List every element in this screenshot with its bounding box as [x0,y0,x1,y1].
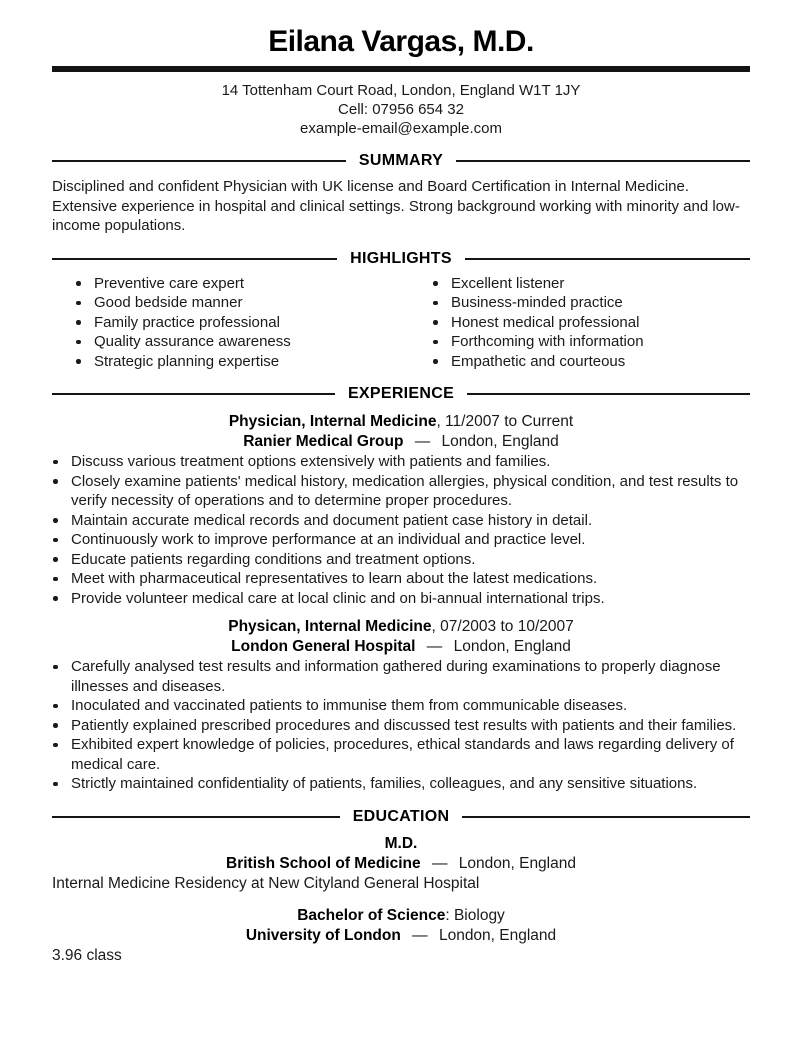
highlight-item: Preventive care expert [75,274,432,294]
education-degree-line [52,834,750,854]
highlight-item: Excellent listener [432,274,750,294]
contact-cell: Cell: 07956 654 32 [338,101,464,118]
dash-separator: — [412,926,428,944]
section-title-summary: SUMMARY [358,152,444,169]
contact-block [52,81,750,138]
job-bullet: Discuss various treatment options extensively with patients and families. [52,452,750,472]
job-bullet: Provide volunteer medical care at local clinic and on bi-annual international trips. [52,589,750,609]
section-header-summary [52,152,750,170]
header-double-rule [52,66,750,72]
contact-address: 14 Tottenham Court Road, London, England W1T 1JY [221,82,581,99]
job-bullet: Strictly maintained confidentiality of patients, families, colleagues, and any sensitive situations. [52,774,750,794]
job-title-line [52,412,750,432]
job-location: London, England [441,433,559,450]
job-bullet: Educate patients regarding conditions and treatment options. [52,550,750,570]
job-title: Physician, Internal Medicine [228,413,437,430]
job-bullet: Closely examine patients' medical history, medication allergies, physical condition, and test results to verify necessity of operations and to determine proper procedures. [52,472,750,511]
education-location: London, England [438,926,557,944]
section-rule-right [456,160,750,162]
job-company-line [52,637,750,657]
resume-page [0,25,800,966]
section-rule-right [465,258,750,260]
section-rule-left [52,816,340,818]
education-note: 3.96 class [52,946,122,964]
job-bullet: Patiently explained prescribed procedures and discussed test results with patients and their families. [52,716,750,736]
job-bullet: Meet with pharmaceutical representatives to learn about the latest medications. [52,569,750,589]
section-rule-left [52,160,346,162]
section-header-highlights [52,250,750,268]
job-location: London, England [453,638,571,655]
education-degree-line [52,906,750,926]
job-company: London General Hospital [231,638,416,655]
section-header-experience [52,385,750,403]
highlight-item: Business-minded practice [432,293,750,313]
education-degree-detail: : Biology [445,906,505,924]
contact-email: example-email@example.com [300,120,502,137]
job-bullet-list [52,452,750,608]
job-bullet: Continuously work to improve performance at an individual and practice level. [52,530,750,550]
highlights-left-column [75,274,432,372]
job-entry [52,617,750,794]
highlight-item: Family practice professional [75,313,432,333]
education-degree: M.D. [384,834,418,852]
highlight-item: Quality assurance awareness [75,332,432,352]
highlight-item: Strategic planning expertise [75,352,432,372]
job-bullet: Maintain accurate medical records and document patient case history in detail. [52,511,750,531]
summary-text: Disciplined and confident Physician with UK license and Board Certification in Internal Medicine. Extensive experience in hospital and clinical settings. Strong background working with minority and low-income populations. [52,178,740,234]
highlight-item: Good bedside manner [75,293,432,313]
dash-separator: — [414,433,431,450]
job-company-line [52,432,750,452]
section-rule-right [467,393,750,395]
education-degree: Bachelor of Science [297,906,446,924]
job-title-line [52,617,750,637]
section-rule-left [52,258,337,260]
job-dates: , 11/2007 to Current [436,413,574,430]
job-bullet: Inoculated and vaccinated patients to immunise them from communicable diseases. [52,696,750,716]
education-school: British School of Medicine [226,854,421,872]
education-note: Internal Medicine Residency at New Cityland General Hospital [52,874,480,892]
job-bullet: Carefully analysed test results and information gathered during examinations to properly diagnose illnesses and diseases. [52,657,750,696]
education-location: London, England [458,854,576,872]
job-bullet: Exhibited expert knowledge of policies, procedures, ethical standards and laws regarding delivery of medical care. [52,735,750,774]
job-entry [52,412,750,608]
highlight-item: Empathetic and courteous [432,352,750,372]
section-title-experience: EXPERIENCE [347,385,455,402]
section-rule-right [462,816,750,818]
highlight-item: Forthcoming with information [432,332,750,352]
highlights-right-column [432,274,750,372]
section-header-education [52,808,750,826]
job-bullet-list [52,657,750,794]
education-entry [52,906,750,966]
section-title-highlights: HIGHLIGHTS [350,249,452,267]
section-rule-left [52,393,335,395]
highlight-item: Honest medical professional [432,313,750,333]
resume-name: Eilana Vargas, M.D. [268,25,534,58]
education-school-line [52,854,750,874]
dash-separator: — [426,638,443,655]
dash-separator: — [431,854,448,872]
highlights-columns [52,274,750,372]
education-entry [52,834,750,894]
job-title: Physican, Internal Medicine [228,618,432,635]
section-title-education: EDUCATION [352,807,450,825]
education-school: University of London [245,926,401,944]
education-school-line [52,926,750,946]
job-company: Ranier Medical Group [243,433,404,450]
job-dates: , 07/2003 to 10/2007 [431,618,574,635]
